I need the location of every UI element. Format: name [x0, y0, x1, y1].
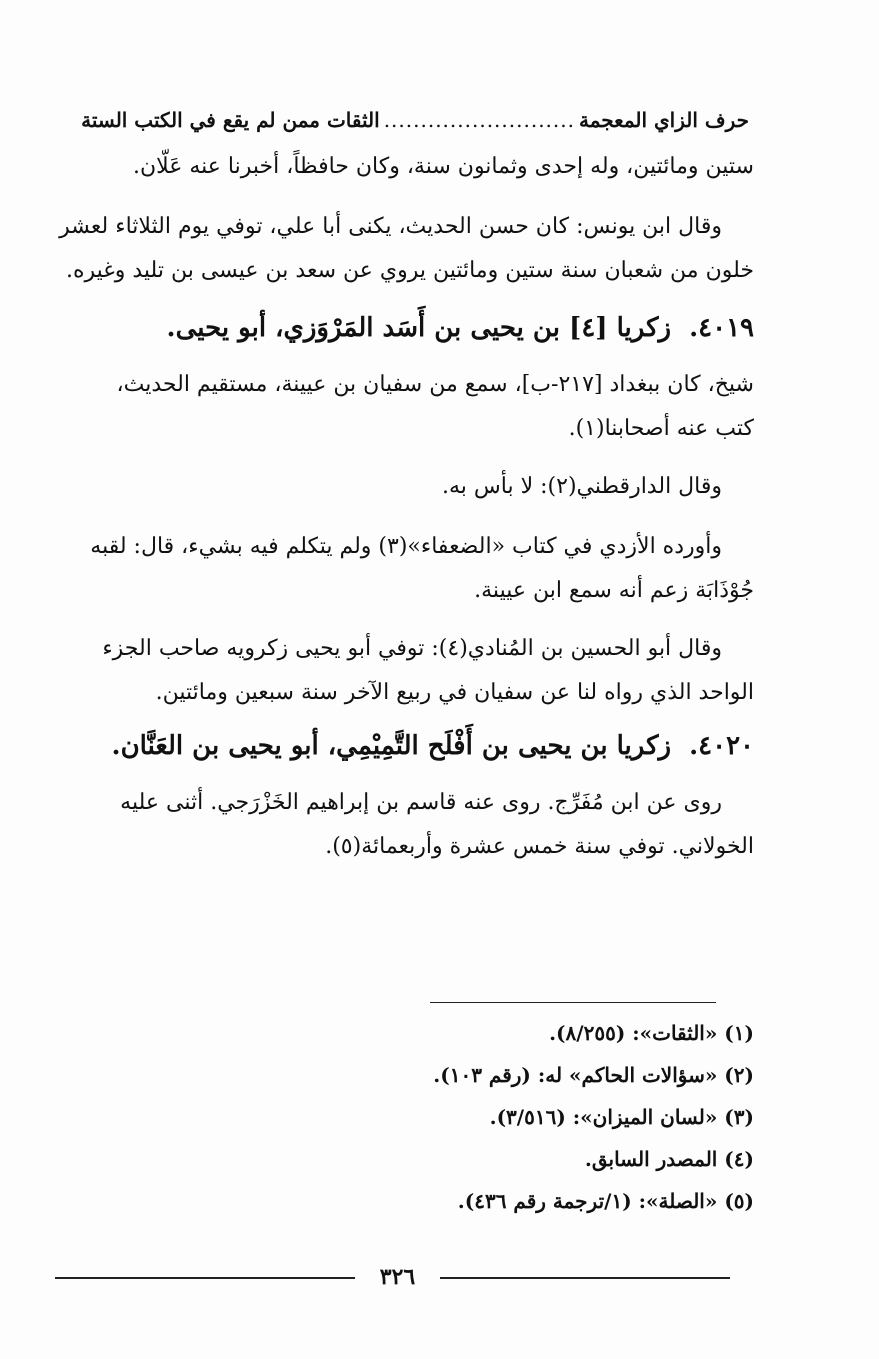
bottom-rule [55, 1277, 355, 1279]
running-header [81, 100, 749, 140]
footnote: (٢) «سؤالات الحاكم» له: (رقم ١٠٣). [433, 1063, 754, 1087]
paragraph-line: كتب عنه أصحابنا(١). [568, 416, 754, 441]
paragraph-line: خلون من شعبان سنة ستين ومائتين يروي عن سعد بن عيسى بن تليد وغيره. [65, 258, 754, 283]
paragraph-line: روى عن ابن مُفَرِّج. روى عنه قاسم بن إبراهيم الخَزْرَجي. أثنى عليه [120, 790, 722, 815]
entry-title: زكريا [٤] بن يحيى بن أَسَد المَرْوَزي، أبو يحيى. [166, 313, 672, 343]
header-book-title: الثقات ممن لم يقع في الكتب الستة [81, 108, 380, 132]
footnote: (٣) «لسان الميزان»: (٣/٥١٦). [489, 1105, 754, 1129]
paragraph-line: جُوْذَابَة زعم أنه سمع ابن عيينة. [474, 578, 754, 603]
paragraph-line: وقال أبو الحسين بن المُنادي(٤): توفي أبو يحيى زكرويه صاحب الجزء [102, 636, 722, 661]
footnote: (١) «الثقات»: (٨/٢٥٥). [549, 1021, 754, 1045]
page-number: ٣٢٦ [379, 1264, 416, 1290]
entry-heading-4020 [80, 726, 754, 766]
header-dots: .......................... [383, 108, 575, 132]
paragraph-line: شيخ، كان ببغداد [٢١٧-ب]، سمع من سفيان بن عيينة، مستقيم الحديث، [116, 372, 754, 397]
paragraph-line: ستين ومائتين، وله إحدى وثمانون سنة، وكان حافظاً، أخبرنا عنه عَلّان. [132, 154, 754, 179]
header-chapter: حرف الزاي المعجمة [578, 108, 749, 132]
paragraph-line: وقال ابن يونس: كان حسن الحديث، يكنى أبا علي، توفي يوم الثلاثاء لعشر [59, 214, 722, 239]
footnote: (٤) المصدر السابق. [584, 1147, 754, 1171]
paragraph-line: وقال الدارقطني(٢): لا بأس به. [442, 474, 722, 499]
entry-number: ٤٠١٩. [689, 313, 754, 343]
footnote: (٥) «الصلة»: (١/ترجمة رقم ٤٣٦). [457, 1189, 754, 1213]
footnotes [433, 1018, 754, 1228]
bottom-rule [440, 1277, 730, 1279]
body-text [59, 152, 754, 862]
entry-heading-4019 [80, 308, 754, 348]
paragraph-line: وأورده الأزدي في كتاب «الضعفاء»(٣) ولم يتكلم فيه بشيء، قال: لقبه [90, 534, 722, 559]
entry-title: زكريا بن يحيى بن أَفْلَح التَّمِيْمِي، أبو يحيى بن العَنَّان. [111, 731, 672, 761]
footnote-divider [430, 1002, 716, 1003]
entry-number: ٤٠٢٠. [689, 731, 754, 761]
paragraph-line: الواحد الذي رواه لنا عن سفيان في ربيع الآخر سنة سبعين ومائتين. [155, 680, 754, 705]
paragraph-line: الخولاني. توفي سنة خمس عشرة وأربعمائة(٥). [325, 834, 754, 859]
